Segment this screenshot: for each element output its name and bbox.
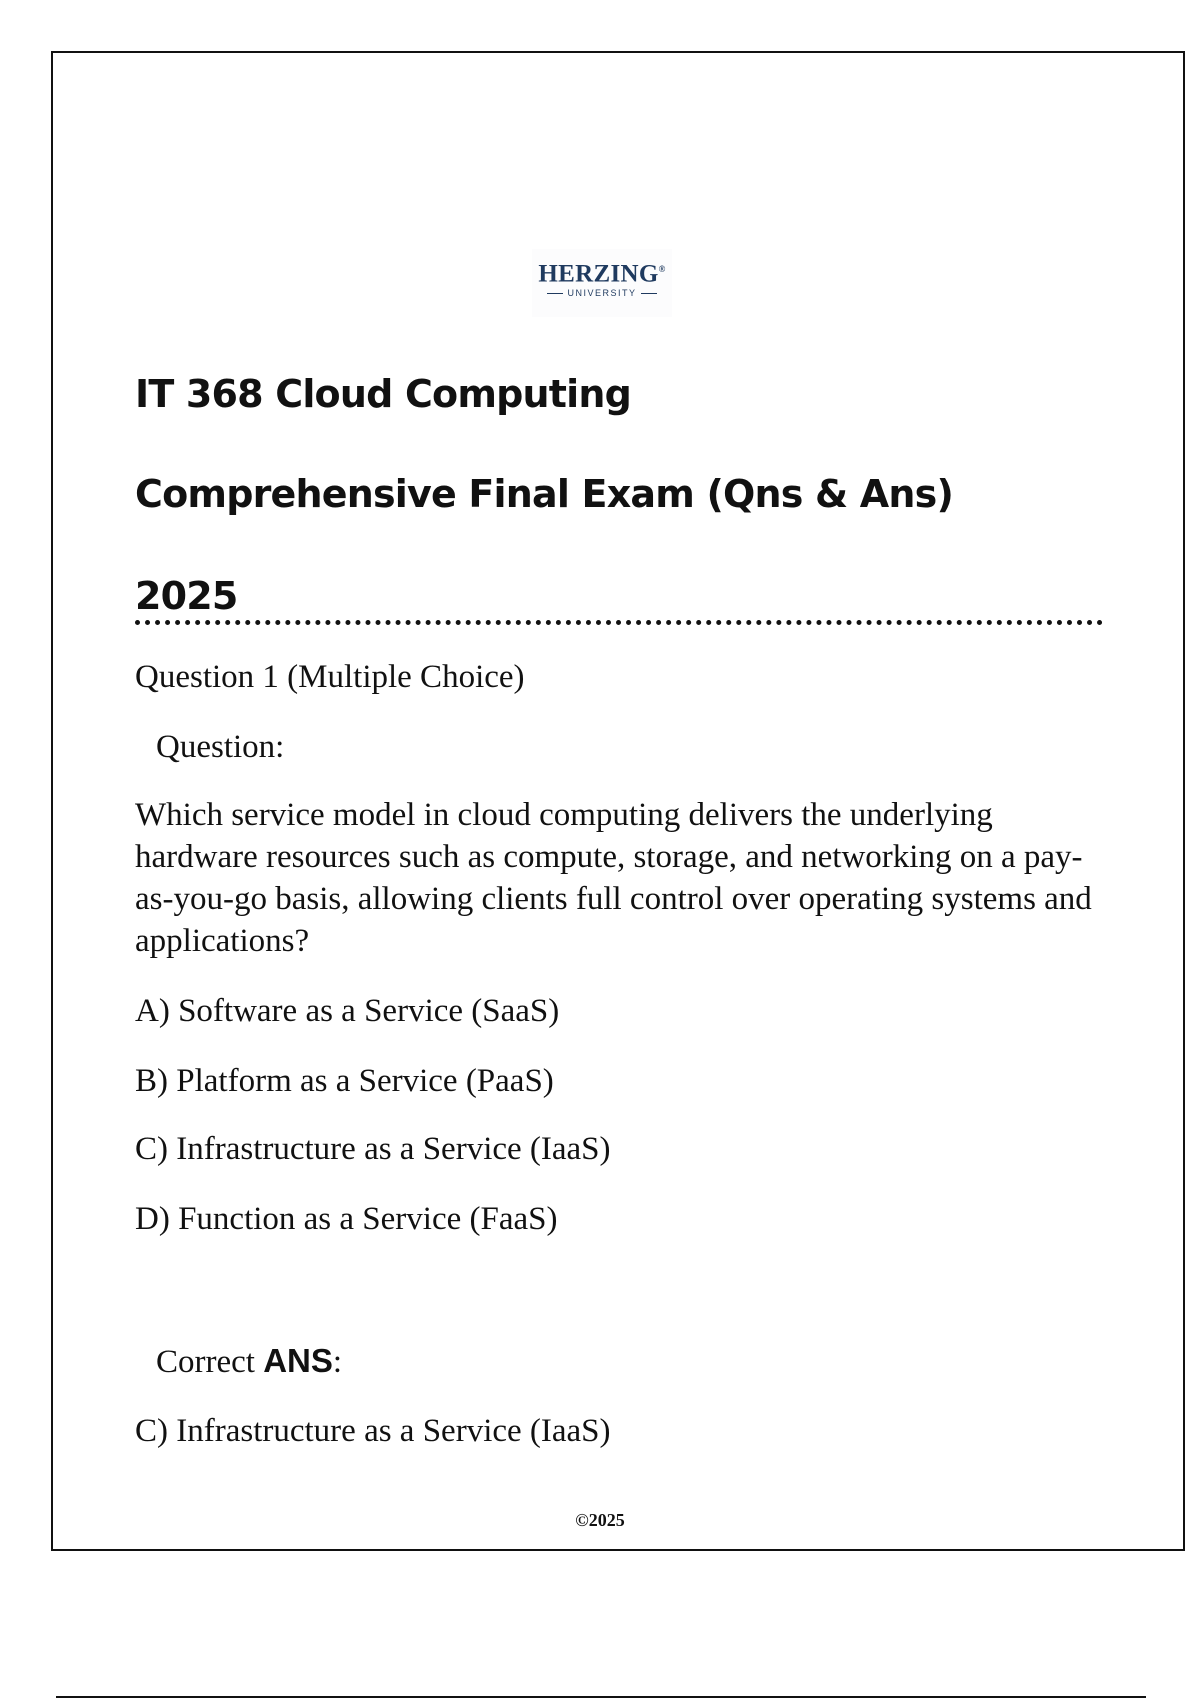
logo-subtitle-text: UNIVERSITY <box>567 288 637 299</box>
logo-rule-right <box>641 293 657 294</box>
question-text: Which service model in cloud computing delivers the underlying hardware resources such as compute, storage, and networking on a pay-as-you-go basis, allowing clients full control over operating systems and applications? <box>135 797 1092 959</box>
logo-name <box>532 249 672 288</box>
question-heading: Question 1 (Multiple Choice) <box>135 659 525 695</box>
option-c: C) Infrastructure as a Service (IaaS) <box>135 1131 611 1167</box>
answer-value: C) Infrastructure as a Service (IaaS) <box>135 1413 611 1449</box>
footer-copyright: ©2025 <box>575 1510 625 1530</box>
exam-title: Comprehensive Final Exam (Qns & Ans) <box>135 472 954 516</box>
logo-subtitle <box>532 288 672 298</box>
answer-label-strong: ANS <box>263 1342 333 1379</box>
bottom-rule <box>56 1696 1146 1698</box>
answer-label-prefix: Correct <box>156 1344 264 1380</box>
option-b: B) Platform as a Service (PaaS) <box>135 1063 554 1099</box>
question-label: Question: <box>156 729 285 765</box>
option-a: A) Software as a Service (SaaS) <box>135 993 560 1029</box>
logo-rule-left <box>547 293 563 294</box>
course-title: IT 368 Cloud Computing <box>135 372 632 416</box>
herzing-university-logo <box>532 249 672 317</box>
exam-year: 2025 <box>135 574 238 618</box>
answer-label-suffix: : <box>332 1344 343 1380</box>
dotted-divider <box>135 620 1103 625</box>
answer-label <box>156 1340 342 1383</box>
logo-name-text: HERZING <box>538 260 659 288</box>
registered-mark: ® <box>658 264 666 274</box>
option-d: D) Function as a Service (FaaS) <box>135 1201 558 1237</box>
